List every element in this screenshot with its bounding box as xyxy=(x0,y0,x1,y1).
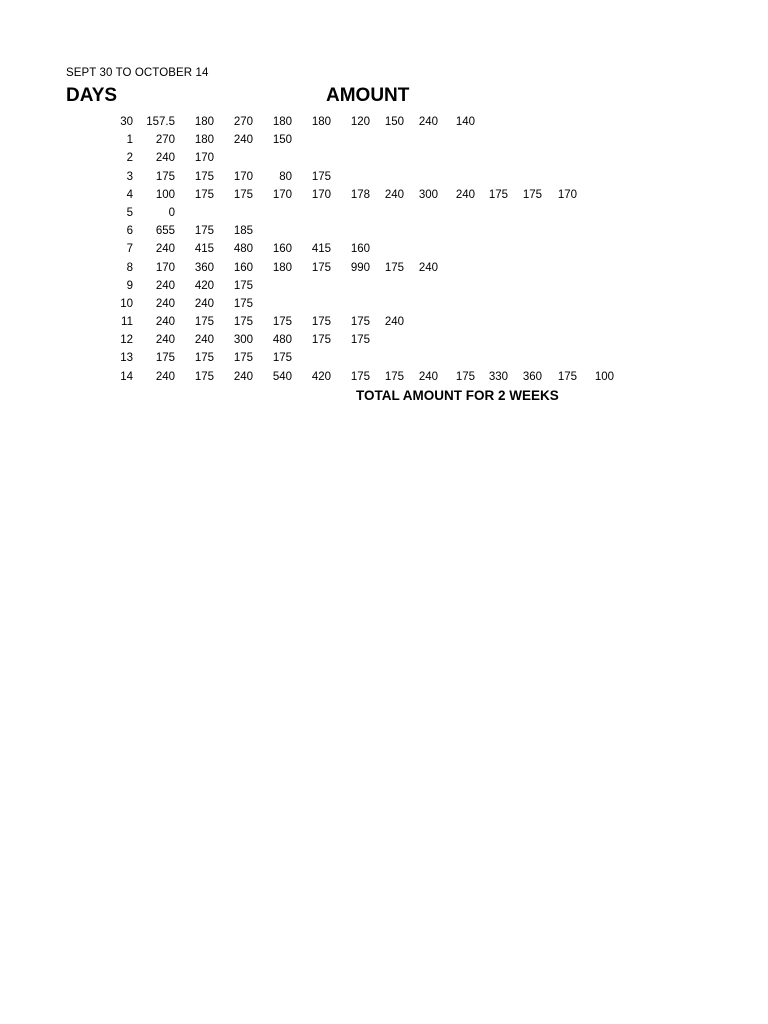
amount-cell: 160 xyxy=(350,243,370,256)
amount-cell: 300 xyxy=(233,334,253,347)
day-cell: 7 xyxy=(126,243,133,256)
table-row xyxy=(0,368,768,386)
amount-cell: 150 xyxy=(272,134,292,147)
amount-cell: 160 xyxy=(272,243,292,256)
day-cell: 9 xyxy=(126,279,133,292)
amount-cell: 240 xyxy=(194,297,214,310)
amount-cell: 175 xyxy=(194,225,214,238)
amount-cell: 240 xyxy=(384,316,404,329)
amount-cell: 175 xyxy=(194,352,214,365)
amount-cell: 170 xyxy=(311,188,331,201)
amount-cell: 240 xyxy=(155,279,175,292)
amount-cell: 180 xyxy=(194,134,214,147)
amount-cell: 360 xyxy=(522,370,542,383)
amount-cell: 480 xyxy=(272,334,292,347)
day-cell: 5 xyxy=(126,206,133,219)
amount-cell: 170 xyxy=(272,188,292,201)
amount-cell: 655 xyxy=(155,225,175,238)
amount-cell: 270 xyxy=(155,134,175,147)
amount-cell: 420 xyxy=(194,279,214,292)
day-cell: 8 xyxy=(126,261,133,274)
amount-cell: 175 xyxy=(194,188,214,201)
days-heading: DAYS xyxy=(66,85,118,106)
amount-cell: 240 xyxy=(194,334,214,347)
amount-cell: 170 xyxy=(194,152,214,165)
amount-cell: 100 xyxy=(594,370,614,383)
amount-cell: 170 xyxy=(557,188,577,201)
amount-cell: 157.5 xyxy=(146,116,175,128)
amount-cell: 140 xyxy=(455,116,475,128)
day-cell: 2 xyxy=(126,152,133,165)
amount-cell: 175 xyxy=(233,297,253,310)
amount-cell: 175 xyxy=(311,170,331,183)
table-row xyxy=(0,131,768,149)
amount-cell: 180 xyxy=(272,261,292,274)
amount-cell: 175 xyxy=(155,352,175,365)
amount-cell: 175 xyxy=(311,316,331,329)
amount-cell: 175 xyxy=(311,261,331,274)
amount-cell: 240 xyxy=(155,334,175,347)
table-row xyxy=(0,204,768,222)
table-row xyxy=(0,313,768,331)
amount-cell: 240 xyxy=(155,152,175,165)
table-row xyxy=(0,149,768,167)
amount-cell: 240 xyxy=(233,370,253,383)
amount-cell: 360 xyxy=(194,261,214,274)
amount-cell: 175 xyxy=(522,188,542,201)
amount-cell: 240 xyxy=(384,188,404,201)
amount-cell: 175 xyxy=(311,334,331,347)
amount-cell: 120 xyxy=(350,116,370,128)
day-cell: 14 xyxy=(120,370,133,383)
amount-cell: 540 xyxy=(272,370,292,383)
amount-cell: 240 xyxy=(418,261,438,274)
amount-cell: 175 xyxy=(233,279,253,292)
amount-cell: 240 xyxy=(155,243,175,256)
amount-cell: 160 xyxy=(233,261,253,274)
amount-heading: AMOUNT xyxy=(326,85,410,106)
day-cell: 10 xyxy=(120,297,133,310)
amount-cell: 175 xyxy=(233,188,253,201)
amount-cell: 175 xyxy=(272,316,292,329)
amount-cell: 175 xyxy=(155,170,175,183)
amount-cell: 415 xyxy=(194,243,214,256)
table-row xyxy=(0,222,768,240)
amount-cell: 175 xyxy=(350,370,370,383)
amount-cell: 480 xyxy=(233,243,253,256)
amount-cell: 80 xyxy=(279,170,292,183)
amount-cell: 175 xyxy=(194,370,214,383)
amount-cell: 175 xyxy=(350,316,370,329)
day-cell: 6 xyxy=(126,225,133,238)
amount-cell: 175 xyxy=(455,370,475,383)
amount-cell: 175 xyxy=(233,352,253,365)
table-row xyxy=(0,240,768,258)
table-row xyxy=(0,277,768,295)
amount-cell: 170 xyxy=(155,261,175,274)
day-cell: 4 xyxy=(126,188,133,201)
day-cell: 11 xyxy=(121,316,133,329)
amount-cell: 300 xyxy=(418,188,438,201)
amount-cell: 175 xyxy=(488,188,508,201)
amount-cell: 175 xyxy=(194,316,214,329)
amount-cell: 240 xyxy=(233,134,253,147)
table-row xyxy=(0,113,768,131)
amount-cell: 330 xyxy=(488,370,508,383)
amount-cell: 100 xyxy=(155,188,175,201)
amount-cell: 178 xyxy=(350,188,370,201)
amounts-table xyxy=(0,113,768,386)
amount-cell: 240 xyxy=(418,370,438,383)
amount-cell: 240 xyxy=(418,116,438,128)
amount-cell: 420 xyxy=(311,370,331,383)
amount-cell: 240 xyxy=(155,316,175,329)
table-row xyxy=(0,168,768,186)
amount-cell: 175 xyxy=(272,352,292,365)
day-cell: 12 xyxy=(120,334,133,347)
amount-cell: 0 xyxy=(168,206,175,219)
amount-cell: 990 xyxy=(350,261,370,274)
amount-cell: 180 xyxy=(194,116,214,128)
amount-cell: 175 xyxy=(233,316,253,329)
amount-cell: 175 xyxy=(384,261,404,274)
day-cell: 30 xyxy=(120,116,133,128)
amount-cell: 180 xyxy=(311,116,331,128)
amount-cell: 240 xyxy=(155,370,175,383)
amount-cell: 180 xyxy=(272,116,292,128)
table-row xyxy=(0,186,768,204)
table-row xyxy=(0,349,768,367)
amount-cell: 270 xyxy=(233,116,253,128)
table-row xyxy=(0,295,768,313)
day-cell: 1 xyxy=(126,134,133,147)
table-row xyxy=(0,259,768,277)
amount-cell: 175 xyxy=(194,170,214,183)
amount-cell: 170 xyxy=(233,170,253,183)
day-cell: 13 xyxy=(120,352,133,365)
date-range-subtitle: SEPT 30 TO OCTOBER 14 xyxy=(66,67,209,79)
amount-cell: 175 xyxy=(350,334,370,347)
amount-cell: 415 xyxy=(311,243,331,256)
amount-cell: 240 xyxy=(155,297,175,310)
amount-cell: 185 xyxy=(233,225,253,238)
amount-cell: 240 xyxy=(455,188,475,201)
amount-cell: 175 xyxy=(557,370,577,383)
amount-cell: 150 xyxy=(384,116,404,128)
amount-cell: 175 xyxy=(384,370,404,383)
day-cell: 3 xyxy=(126,170,133,183)
table-row xyxy=(0,331,768,349)
total-amount-label: TOTAL AMOUNT FOR 2 WEEKS xyxy=(356,388,559,403)
